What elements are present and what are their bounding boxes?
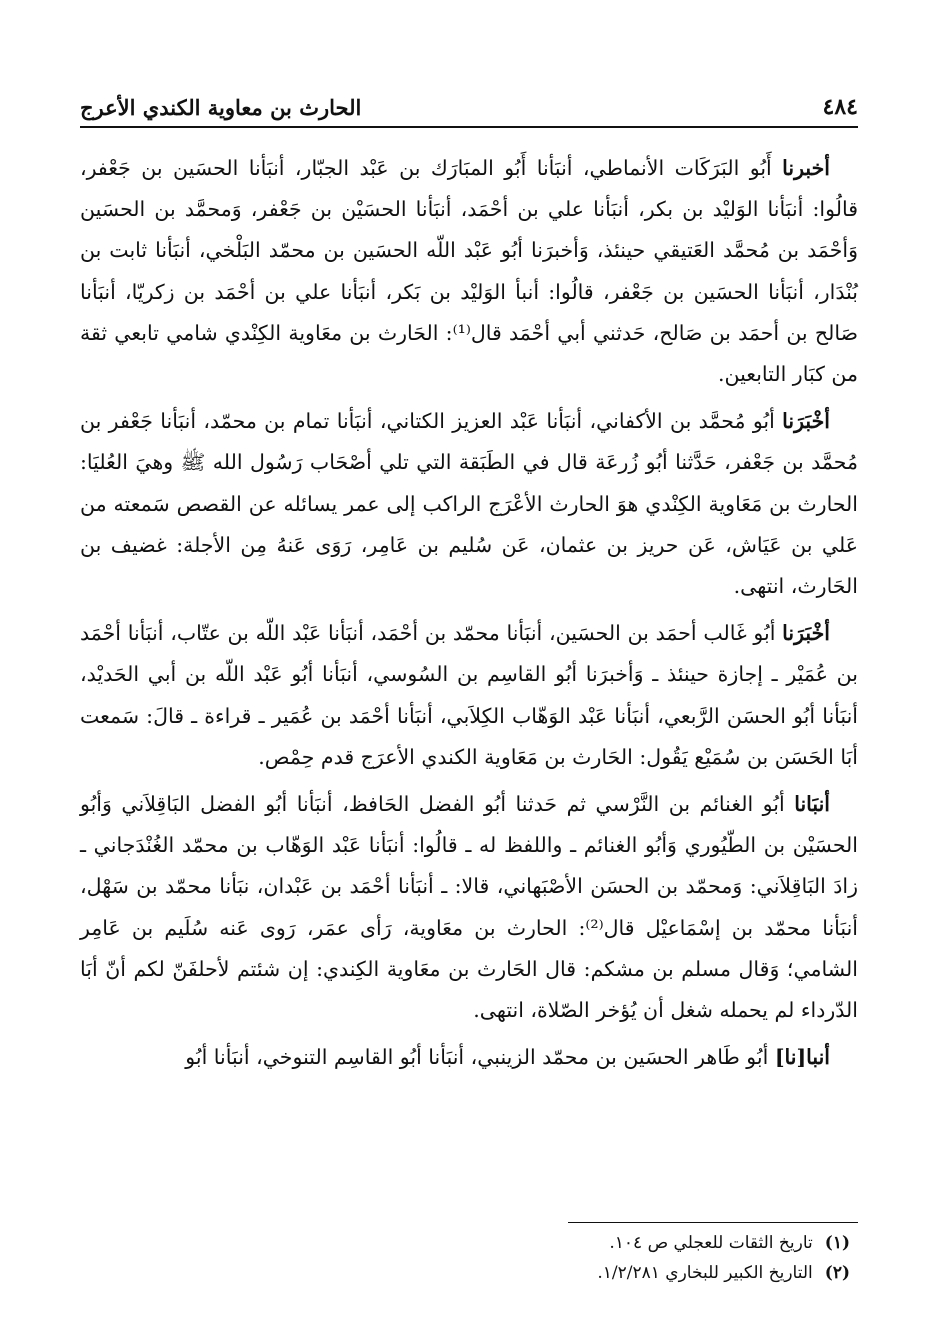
page-header [80,84,858,120]
header-rule [80,126,858,128]
paragraph-lead: أخبرنا [782,156,830,180]
footnote-text: تاريخ الثقات للعجلي ص ١٠٤. [609,1233,813,1253]
paragraph-text: أبُو الغنائم بن النَّرْسي ثم حَدثنا أبُو الفضل الحَافظ، أنبَأنا أبُو الفضل البَاقِلاَني وَأبُو الحسَيْن بن الطّيُوري وَأبُو الغنائم ـ واللفظ له ـ قالُوا: أنبَأنا عَبْد الوَهّاب بن محمّد الغُنْدَجاني ـ زادَ البَاقِلاَني: وَمحمّد بن الحسَن الأصْبَهاني، قالا: ـ أنبَأنا أحْمَد بن عَبْدان، نبَأنا محمّد بن سَهْل، أنبَأنا محمّد بن إسْمَاعيْل قال⁽²⁾: الحارث بن معَاوية، رَأى عمَر، رَوى عَنه سُلَيم بن عَامِر الشامي؛ وَقال مسلم بن مشكم: قال الحَارث بن معَاوية الكِندي: إن شئتم لأحلفَنّ لكم أنّ أبَا الدّرداء لم يحمله شغل أن يُؤخر الصّلاة، انتهى. [80,792,858,1023]
paragraph-text: أبُو طَاهر الحسَين بن محمّد الزينبي، أنبَأنا أبُو القاسِم التنوخي، أنبَأنا أبُو [185,1045,775,1070]
paragraph-lead: أخْبَرَنا [782,409,830,434]
paragraph-2 [80,401,858,607]
paragraph-lead: أخْبَرَنا [782,621,830,646]
paragraph-3 [80,613,858,778]
footnote-number: (١) [824,1233,850,1253]
paragraph-lead: أنبَانا [794,792,830,817]
running-title: الحارث بن معاوية الكندي الأعرج [80,95,362,120]
main-text [80,148,858,1084]
paragraph-text: أبُو مُحمَّد بن الأكفاني، أنبَأنا عَبْد العزيز الكتاني، أنبَأنا تمام بن محمّد، أنبَأنا جَعْفر بن مُحمَّد بن جَعْفر، حَدَّثنا أبُو زُرعَة قال في الطَبَقة التي تلي أصْحَاب رَسُول الله ﷺ وهيَ العُليَا: الحارث بن مَعَاوية الكِنْدي هوَ الحارث الأعْرَج الراكب إلى عمر يسائله عن القصص سَمعته من عَلي بن عَيَاش، عَن حريز بن عثمان، عَن سُليم بن عَامِر، رَوَى عَنهُ مِن الأجلة: غضيف بن الحَارث، انتهى. [80,409,858,599]
paragraph-5 [80,1037,858,1078]
paragraph-text: أَبُو البَرَكَات الأنماطي، أنبَأنا أَبُو المبَارَك بن عَبْد الجبّار، أنبَأنا الحسَين بن جَعْفر، قالُوا: أنبَأنا الوَليْد بن بكر، أنبَأنا علي بن أحْمَد، أنبَأنا الحسَيْن بن جَعْفر، وَمحمَّد بن الحسَين وَأحْمَد بن مُحمَّد العَتيقي حينئذ، وَأخبرَنا أبُو عَبْد اللّه الحسَين بن محمّد البَلْخي، أنبَأنا ثابت بن بُنْدَار، أنبَأنا الحسَين بن جَعْفر، قالُوا: أنبأ الوَليْد بن بَكر، أنبَأنا علي بن أحْمَد بن زكريّا، أنبَأنا صَالح بن أحمَد بن صَالح، حَدثني أبي أحْمَد قال⁽¹⁾: الحَارث بن معَاوية الكِنْدي شامي تابعي ثقة من كبَار التابعين. [80,156,858,387]
paragraph-4 [80,784,858,1031]
footnote-text: التاريخ الكبير للبخاري ١/٢/٢٨١. [597,1263,813,1283]
paragraph-1 [80,148,858,395]
page-number: ٤٨٤ [822,94,858,120]
paragraph-text: أبُو غَالب أحمَد بن الحسَين، أنبَأنا محمّد بن أحْمَد، أنبَأنا عَبْد اللّه بن عتّاب، أنبَأنا أحْمَد بن عُمَيْر ـ إجازة حينئذ ـ وَأخبرَنا أبُو القاسِم بن السُوسي، أنبَأنا أبُو عَبْد اللّه بن أبي الحَديْد، أنبَأنا أبُو الحسَن الرَّبعي، أنبَأنا عَبْد الوَهّاب الكِلاَبي، أنبَأنا أحْمَد بن عُمَير ـ قراءة ـ قالَ: سَمعت أبَا الحَسَن بن سُمَيْع يَقُول: الحَارث بن مَعَاوية الكندي الأعرَج قدم حِمْص. [80,621,858,769]
paragraph-lead: أنبا[نا] [774,1045,830,1070]
footnote-1 [80,1228,858,1258]
footnotes [80,1228,858,1288]
footnote-rule [568,1222,858,1223]
footnote-number: (٢) [824,1263,850,1283]
footnote-2 [80,1258,858,1288]
